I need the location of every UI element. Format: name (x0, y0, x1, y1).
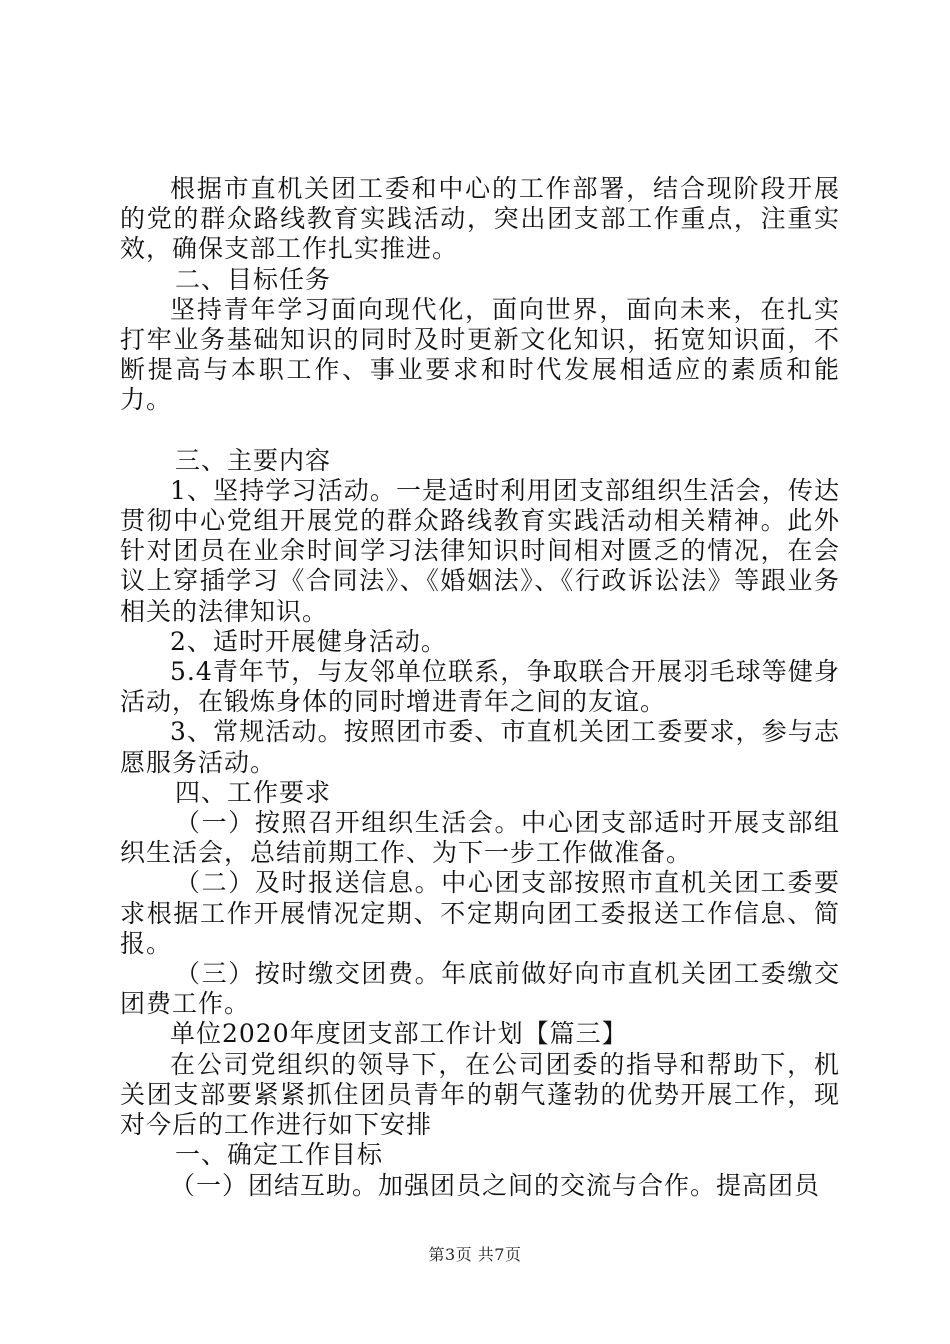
paragraph-goals: 坚持青年学习面向现代化，面向世界，面向未来，在扎实打牢业务基础知识的同时及时更新文化知识，拓宽知识面，不断提高与本职工作、事业要求和时代发展相适应的素质和能力。 (120, 294, 840, 415)
paragraph-youth-day: 5.4青年节，与友邻单位联系，争取联合开展羽毛球等健身活动，在锻炼身体的同时增进青年之间的友谊。 (120, 657, 840, 717)
paragraph-routine-activity: 3、常规活动。按照团市委、市直机关团工委要求，参与志愿服务活动。 (120, 717, 840, 777)
heading-work-goals: 一、确定工作目标 (175, 1140, 384, 1170)
paragraph-requirement-1: （一）按照召开组织生活会。中心团支部适时开展支部组织生活会，总结前期工作、为下一步工作做准备。 (120, 808, 840, 868)
paragraph-gap (120, 416, 840, 446)
paragraph-study-activity: 1、坚持学习活动。一是适时利用团支部组织生活会，传达贯彻中心党组开展党的群众路线教育实践活动相关精神。此外针对团员在业余时间学习法律知识时间相对匮乏的情况，在会议上穿插学习《合同法》、《婚姻法》、《行政诉讼法》等跟业务相关的法律知识。 (120, 475, 840, 626)
page-number: 第3页 共7页 (428, 1245, 522, 1264)
heading-requirements: 四、工作要求 (175, 777, 332, 807)
paragraph-intro: 根据市直机关团工委和中心的工作部署，结合现阶段开展的党的群众路线教育实践活动，突出团支部工作重点，注重实效，确保支部工作扎实推进。 (120, 174, 840, 264)
document-body (120, 174, 840, 1201)
paragraph-requirement-2: （二）及时报送信息。中心团支部按照市直机关团工委要求根据工作开展情况定期、不定期向团工委报送工作信息、简报。 (120, 868, 840, 958)
heading-main-content: 三、主要内容 (175, 445, 332, 475)
heading-goals: 二、目标任务 (175, 264, 332, 294)
paragraph-part-three-intro: 在公司党组织的领导下，在公司团委的指导和帮助下，机关团支部要紧紧抓住团员青年的朝气蓬勃的优势开展工作，现对今后的工作进行如下安排 (120, 1049, 840, 1140)
paragraph-requirement-3: （三）按时缴交团费。年底前做好向市直机关团工委缴交团费工作。 (120, 959, 840, 1019)
paragraph-fitness-heading: 2、适时开展健身活动。 (170, 626, 447, 656)
section-title-part-three: 单位2020年度团支部工作计划【篇三】 (170, 1019, 628, 1049)
paragraph-unity: （一）团结互助。加强团员之间的交流与合作。提高团员 (170, 1170, 821, 1200)
